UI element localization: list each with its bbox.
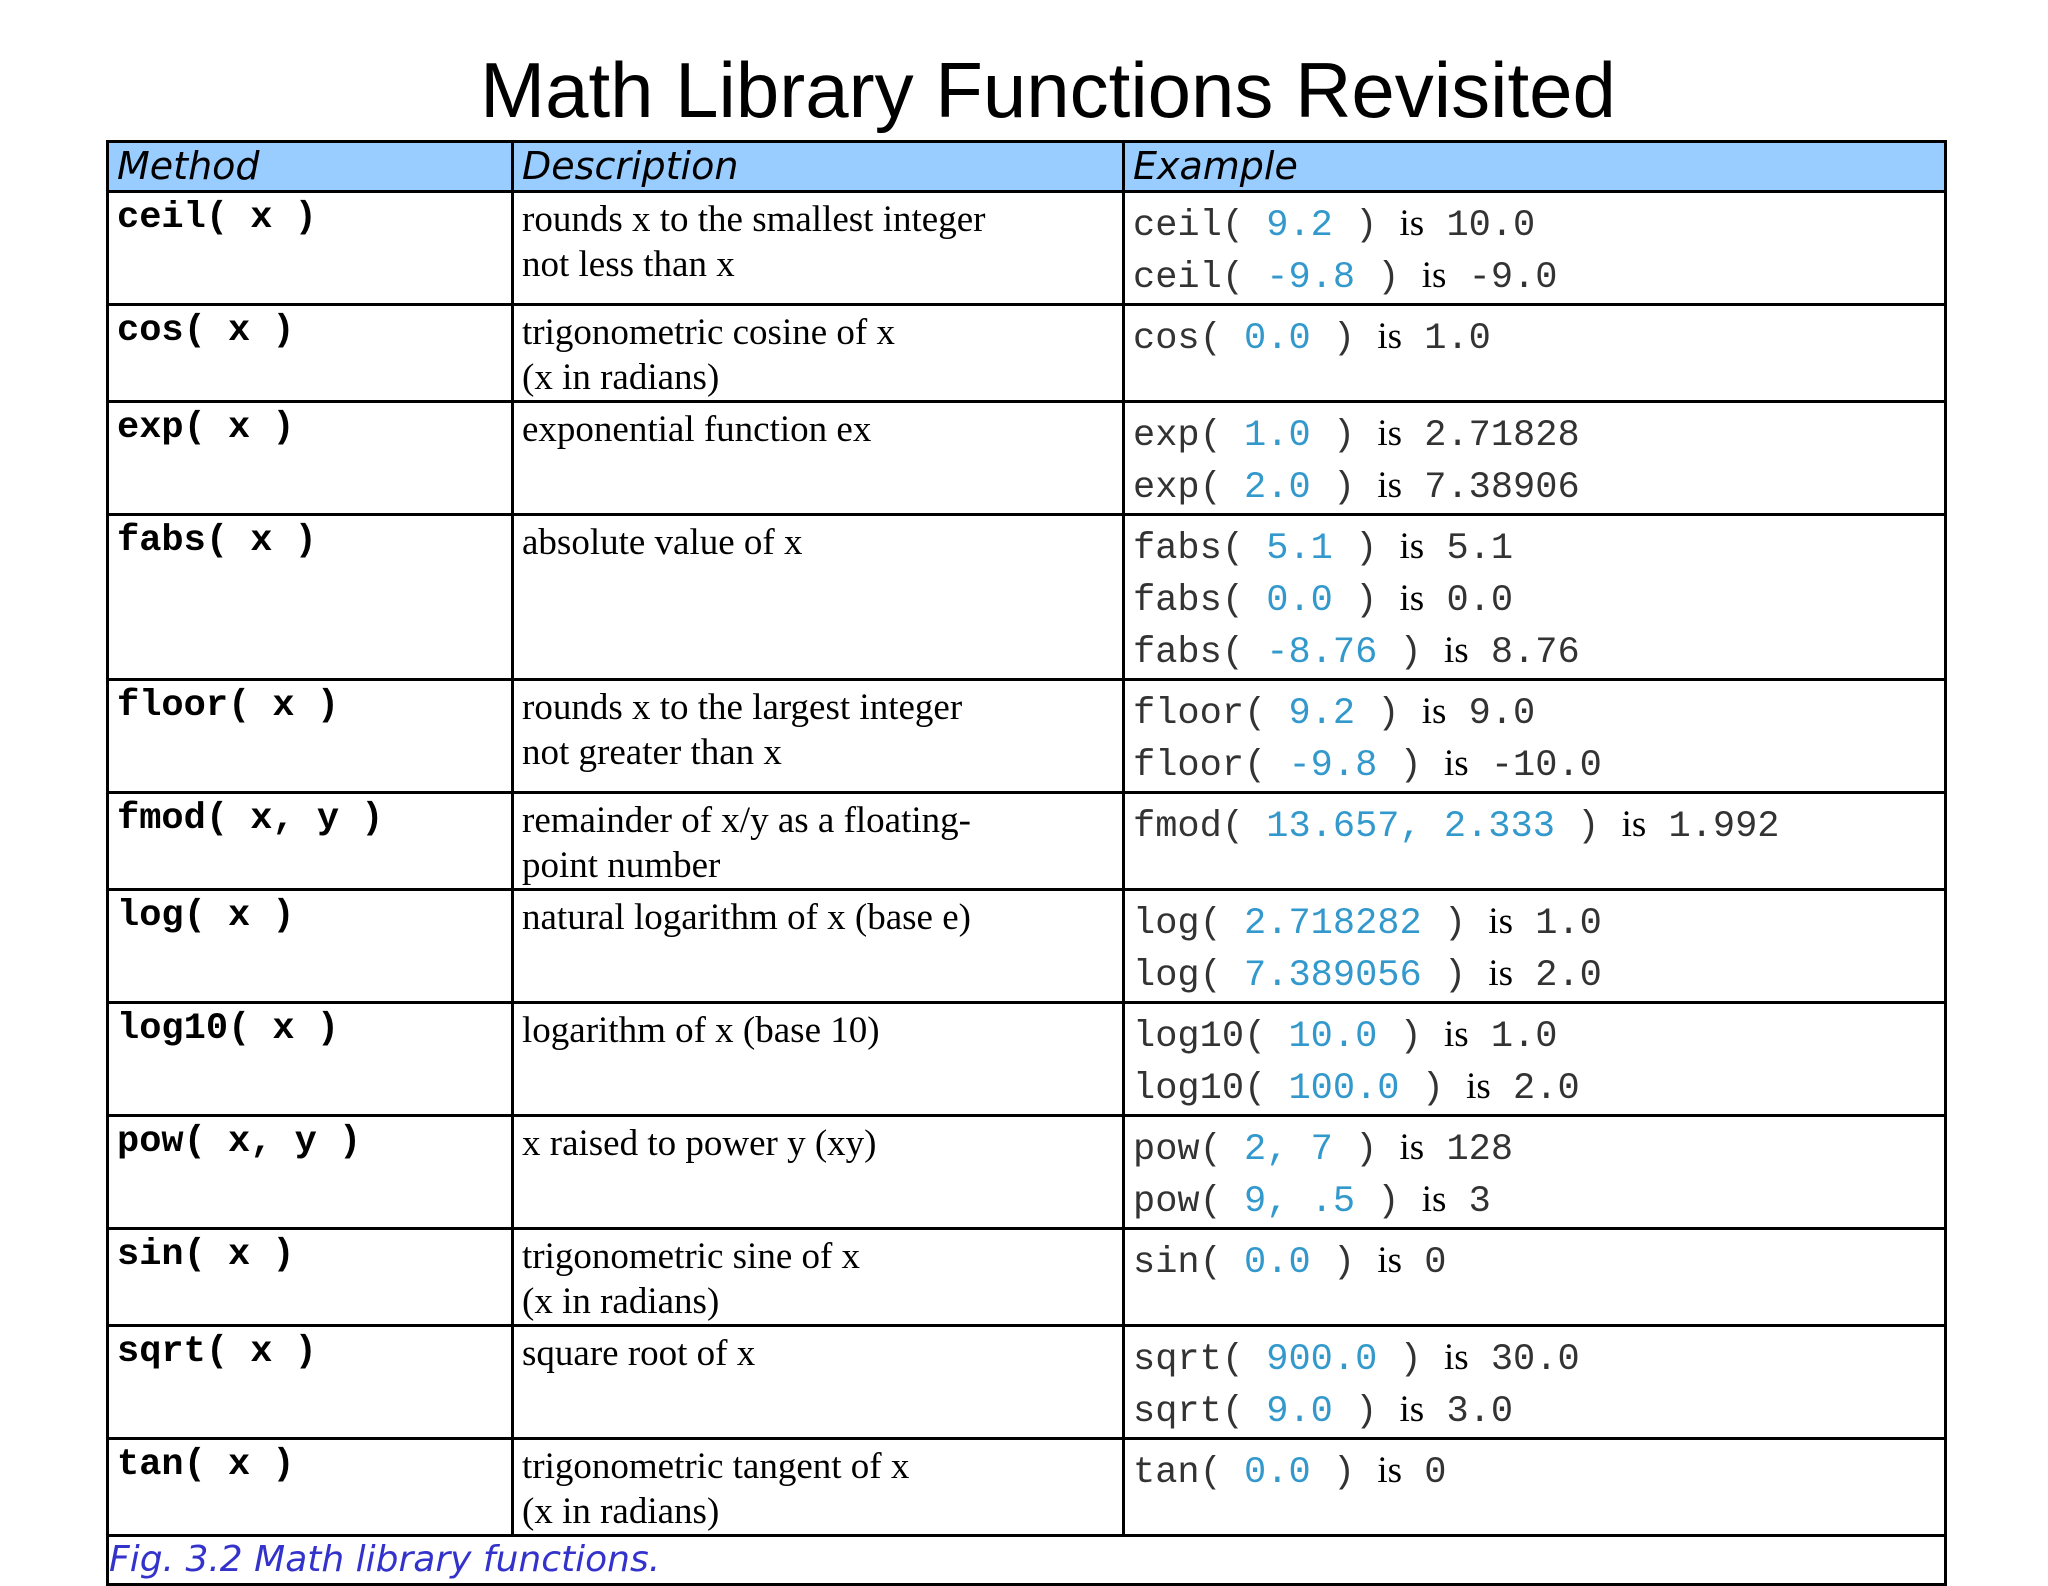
example-line bbox=[1133, 1446, 1944, 1498]
example-line bbox=[1133, 897, 1944, 949]
example-close-paren: ) bbox=[1355, 580, 1378, 622]
example-close-paren: ) bbox=[1399, 632, 1422, 674]
description-line: natural logarithm of x (base e) bbox=[522, 897, 971, 938]
example-close-paren: ) bbox=[1355, 528, 1378, 570]
table-row bbox=[108, 515, 1946, 680]
description-line: exponential function ex bbox=[522, 409, 872, 450]
table-row bbox=[108, 305, 1946, 402]
example-is: is bbox=[1488, 901, 1514, 942]
figure-caption: Fig. 3.2 Math library functions. bbox=[109, 1539, 661, 1580]
example-cell bbox=[1124, 680, 1946, 793]
example-result: 2.71828 bbox=[1424, 415, 1580, 457]
example-function: cos( bbox=[1133, 318, 1222, 360]
example-arguments: 0.0 bbox=[1244, 318, 1311, 360]
example-close-paren: ) bbox=[1355, 205, 1378, 247]
method-cell: log( x ) bbox=[108, 890, 513, 1003]
math-functions-table bbox=[106, 140, 1944, 1586]
example-result: 9.0 bbox=[1468, 693, 1536, 735]
example-arguments: 0.0 bbox=[1266, 580, 1333, 622]
example-cell bbox=[1124, 305, 1946, 402]
example-line bbox=[1133, 1236, 1944, 1288]
example-result: 10.0 bbox=[1446, 205, 1536, 247]
method-cell: cos( x ) bbox=[108, 305, 513, 402]
example-close-paren: ) bbox=[1332, 467, 1356, 509]
example-result: 2.0 bbox=[1535, 955, 1602, 997]
example-function: pow( bbox=[1133, 1129, 1222, 1171]
example-line bbox=[1133, 1010, 1944, 1062]
description-line: (x in radians) bbox=[522, 1281, 720, 1322]
example-arguments: 2, 7 bbox=[1244, 1129, 1333, 1171]
table-row bbox=[108, 680, 1946, 793]
description-cell bbox=[513, 192, 1124, 305]
example-close-paren: ) bbox=[1399, 745, 1422, 787]
example-arguments: 9.2 bbox=[1288, 693, 1356, 735]
example-result: 7.38906 bbox=[1424, 467, 1580, 509]
example-result: 30.0 bbox=[1490, 1339, 1580, 1381]
method-cell: fabs( x ) bbox=[108, 515, 513, 680]
example-result: 3 bbox=[1468, 1181, 1491, 1223]
example-cell bbox=[1124, 1116, 1946, 1229]
example-close-paren: ) bbox=[1377, 257, 1400, 299]
table-header-row bbox=[108, 142, 1946, 192]
example-function: floor( bbox=[1133, 745, 1267, 787]
description-cell bbox=[513, 515, 1124, 680]
example-line bbox=[1133, 312, 1944, 364]
description-cell bbox=[513, 1003, 1124, 1116]
example-is: is bbox=[1377, 1450, 1403, 1491]
example-close-paren: ) bbox=[1577, 806, 1600, 848]
example-function: exp( bbox=[1133, 467, 1222, 509]
description-line: rounds x to the smallest integer bbox=[522, 199, 986, 240]
caption-row bbox=[108, 1536, 1946, 1585]
description-cell bbox=[513, 793, 1124, 890]
description-line: rounds x to the largest integer bbox=[522, 687, 963, 728]
description-line: absolute value of x bbox=[522, 522, 803, 563]
description-line: trigonometric tangent of x bbox=[522, 1446, 910, 1487]
description-line: (x in radians) bbox=[522, 1491, 720, 1532]
description-line: remainder of x/y as a floating- bbox=[522, 800, 971, 841]
example-is: is bbox=[1377, 1240, 1403, 1281]
example-is: is bbox=[1421, 691, 1447, 732]
example-is: is bbox=[1399, 526, 1425, 567]
method-cell: sqrt( x ) bbox=[108, 1326, 513, 1439]
example-is: is bbox=[1399, 203, 1425, 244]
example-function: log10( bbox=[1133, 1016, 1267, 1058]
description-line: trigonometric cosine of x bbox=[522, 312, 895, 353]
example-close-paren: ) bbox=[1443, 903, 1467, 945]
example-arguments: 1.0 bbox=[1244, 415, 1311, 457]
example-is: is bbox=[1377, 465, 1403, 506]
example-function: sqrt( bbox=[1133, 1339, 1245, 1381]
example-line bbox=[1133, 1175, 1944, 1227]
method-cell: tan( x ) bbox=[108, 1439, 513, 1536]
table-row bbox=[108, 192, 1946, 305]
description-line: not less than x bbox=[522, 244, 735, 285]
example-function: log10( bbox=[1133, 1068, 1267, 1110]
example-arguments: 0.0 bbox=[1244, 1242, 1311, 1284]
table-row bbox=[108, 890, 1946, 1003]
example-result: 5.1 bbox=[1446, 528, 1514, 570]
example-arguments: -9.8 bbox=[1266, 257, 1356, 299]
method-cell: log10( x ) bbox=[108, 1003, 513, 1116]
table-row bbox=[108, 1116, 1946, 1229]
example-line bbox=[1133, 1385, 1944, 1437]
method-cell: pow( x, y ) bbox=[108, 1116, 513, 1229]
table-row bbox=[108, 402, 1946, 515]
example-close-paren: ) bbox=[1332, 1452, 1356, 1494]
example-result: 0 bbox=[1424, 1242, 1447, 1284]
example-is: is bbox=[1399, 1389, 1425, 1430]
example-close-paren: ) bbox=[1355, 1129, 1378, 1171]
example-arguments: 9.2 bbox=[1266, 205, 1333, 247]
description-cell bbox=[513, 305, 1124, 402]
example-function: log( bbox=[1133, 955, 1222, 997]
description-line: point number bbox=[522, 845, 721, 886]
example-is: is bbox=[1443, 1014, 1469, 1055]
example-line bbox=[1133, 522, 1944, 574]
example-function: fmod( bbox=[1133, 806, 1245, 848]
example-line bbox=[1133, 687, 1944, 739]
example-is: is bbox=[1621, 804, 1647, 845]
example-line bbox=[1133, 199, 1944, 251]
example-arguments: 100.0 bbox=[1288, 1068, 1400, 1110]
description-cell bbox=[513, 1116, 1124, 1229]
example-function: tan( bbox=[1133, 1452, 1222, 1494]
example-function: exp( bbox=[1133, 415, 1222, 457]
example-arguments: -9.8 bbox=[1288, 745, 1378, 787]
example-result: 8.76 bbox=[1490, 632, 1580, 674]
example-line bbox=[1133, 251, 1944, 303]
description-cell bbox=[513, 1439, 1124, 1536]
example-close-paren: ) bbox=[1443, 955, 1467, 997]
description-line: (x in radians) bbox=[522, 357, 720, 398]
example-is: is bbox=[1399, 578, 1425, 619]
example-line bbox=[1133, 1062, 1944, 1114]
example-arguments: 0.0 bbox=[1244, 1452, 1311, 1494]
description-line: x raised to power y (xy) bbox=[522, 1123, 877, 1164]
example-line bbox=[1133, 800, 1944, 852]
example-cell bbox=[1124, 1439, 1946, 1536]
description-cell bbox=[513, 402, 1124, 515]
example-arguments: 13.657, 2.333 bbox=[1266, 806, 1555, 848]
example-cell bbox=[1124, 793, 1946, 890]
example-cell bbox=[1124, 1326, 1946, 1439]
example-is: is bbox=[1377, 316, 1403, 357]
example-result: -9.0 bbox=[1468, 257, 1558, 299]
example-is: is bbox=[1443, 743, 1469, 784]
example-result: 1.992 bbox=[1668, 806, 1780, 848]
example-arguments: 2.0 bbox=[1244, 467, 1311, 509]
example-arguments: 5.1 bbox=[1266, 528, 1333, 570]
example-line bbox=[1133, 409, 1944, 461]
example-result: -10.0 bbox=[1490, 745, 1602, 787]
example-cell bbox=[1124, 402, 1946, 515]
method-cell: ceil( x ) bbox=[108, 192, 513, 305]
example-close-paren: ) bbox=[1332, 1242, 1356, 1284]
example-arguments: 2.718282 bbox=[1244, 903, 1422, 945]
example-close-paren: ) bbox=[1332, 318, 1356, 360]
example-is: is bbox=[1488, 953, 1514, 994]
description-line: logarithm of x (base 10) bbox=[522, 1010, 880, 1051]
example-line bbox=[1133, 461, 1944, 513]
example-cell bbox=[1124, 1003, 1946, 1116]
example-close-paren: ) bbox=[1377, 1181, 1400, 1223]
example-result: 1.0 bbox=[1424, 318, 1491, 360]
table-row bbox=[108, 1003, 1946, 1116]
header-description: Description bbox=[513, 142, 1124, 192]
example-result: 1.0 bbox=[1490, 1016, 1558, 1058]
example-is: is bbox=[1443, 630, 1469, 671]
method-cell: sin( x ) bbox=[108, 1229, 513, 1326]
example-result: 128 bbox=[1446, 1129, 1514, 1171]
example-arguments: 900.0 bbox=[1266, 1339, 1378, 1381]
example-function: ceil( bbox=[1133, 205, 1245, 247]
example-is: is bbox=[1377, 413, 1403, 454]
example-is: is bbox=[1443, 1337, 1469, 1378]
example-result: 1.0 bbox=[1535, 903, 1602, 945]
example-function: ceil( bbox=[1133, 257, 1245, 299]
example-function: fabs( bbox=[1133, 580, 1245, 622]
example-result: 0.0 bbox=[1446, 580, 1514, 622]
example-close-paren: ) bbox=[1377, 693, 1400, 735]
example-cell bbox=[1124, 1229, 1946, 1326]
header-example: Example bbox=[1124, 142, 1946, 192]
example-function: fabs( bbox=[1133, 528, 1245, 570]
example-close-paren: ) bbox=[1399, 1339, 1422, 1381]
slide-title: Math Library Functions Revisited bbox=[480, 46, 1616, 134]
example-is: is bbox=[1421, 1179, 1447, 1220]
table-row bbox=[108, 1439, 1946, 1536]
table-row bbox=[108, 1229, 1946, 1326]
example-is: is bbox=[1421, 255, 1447, 296]
example-line bbox=[1133, 574, 1944, 626]
example-result: 3.0 bbox=[1446, 1391, 1514, 1433]
example-line bbox=[1133, 1123, 1944, 1175]
example-close-paren: ) bbox=[1355, 1391, 1378, 1433]
example-function: sin( bbox=[1133, 1242, 1222, 1284]
example-function: log( bbox=[1133, 903, 1222, 945]
example-line bbox=[1133, 626, 1944, 678]
description-cell bbox=[513, 1326, 1124, 1439]
example-close-paren: ) bbox=[1399, 1016, 1422, 1058]
description-cell bbox=[513, 890, 1124, 1003]
example-function: fabs( bbox=[1133, 632, 1245, 674]
example-function: sqrt( bbox=[1133, 1391, 1245, 1433]
example-arguments: -8.76 bbox=[1266, 632, 1378, 674]
example-cell bbox=[1124, 192, 1946, 305]
example-arguments: 9.0 bbox=[1266, 1391, 1333, 1433]
example-close-paren: ) bbox=[1421, 1068, 1444, 1110]
description-line: trigonometric sine of x bbox=[522, 1236, 861, 1277]
example-arguments: 9, .5 bbox=[1244, 1181, 1356, 1223]
method-cell: fmod( x, y ) bbox=[108, 793, 513, 890]
header-method: Method bbox=[108, 142, 513, 192]
description-line: square root of x bbox=[522, 1333, 756, 1374]
example-close-paren: ) bbox=[1332, 415, 1356, 457]
example-function: pow( bbox=[1133, 1181, 1222, 1223]
method-cell: floor( x ) bbox=[108, 680, 513, 793]
example-is: is bbox=[1399, 1127, 1425, 1168]
description-cell bbox=[513, 1229, 1124, 1326]
example-arguments: 10.0 bbox=[1288, 1016, 1378, 1058]
table-row bbox=[108, 793, 1946, 890]
table-row bbox=[108, 1326, 1946, 1439]
description-line: not greater than x bbox=[522, 732, 782, 773]
example-function: floor( bbox=[1133, 693, 1267, 735]
example-cell bbox=[1124, 515, 1946, 680]
description-cell bbox=[513, 680, 1124, 793]
example-result: 2.0 bbox=[1513, 1068, 1580, 1110]
example-line bbox=[1133, 1333, 1944, 1385]
example-line bbox=[1133, 739, 1944, 791]
example-line bbox=[1133, 949, 1944, 1001]
example-result: 0 bbox=[1424, 1452, 1447, 1494]
method-cell: exp( x ) bbox=[108, 402, 513, 515]
example-cell bbox=[1124, 890, 1946, 1003]
example-is: is bbox=[1466, 1066, 1491, 1107]
example-arguments: 7.389056 bbox=[1244, 955, 1422, 997]
